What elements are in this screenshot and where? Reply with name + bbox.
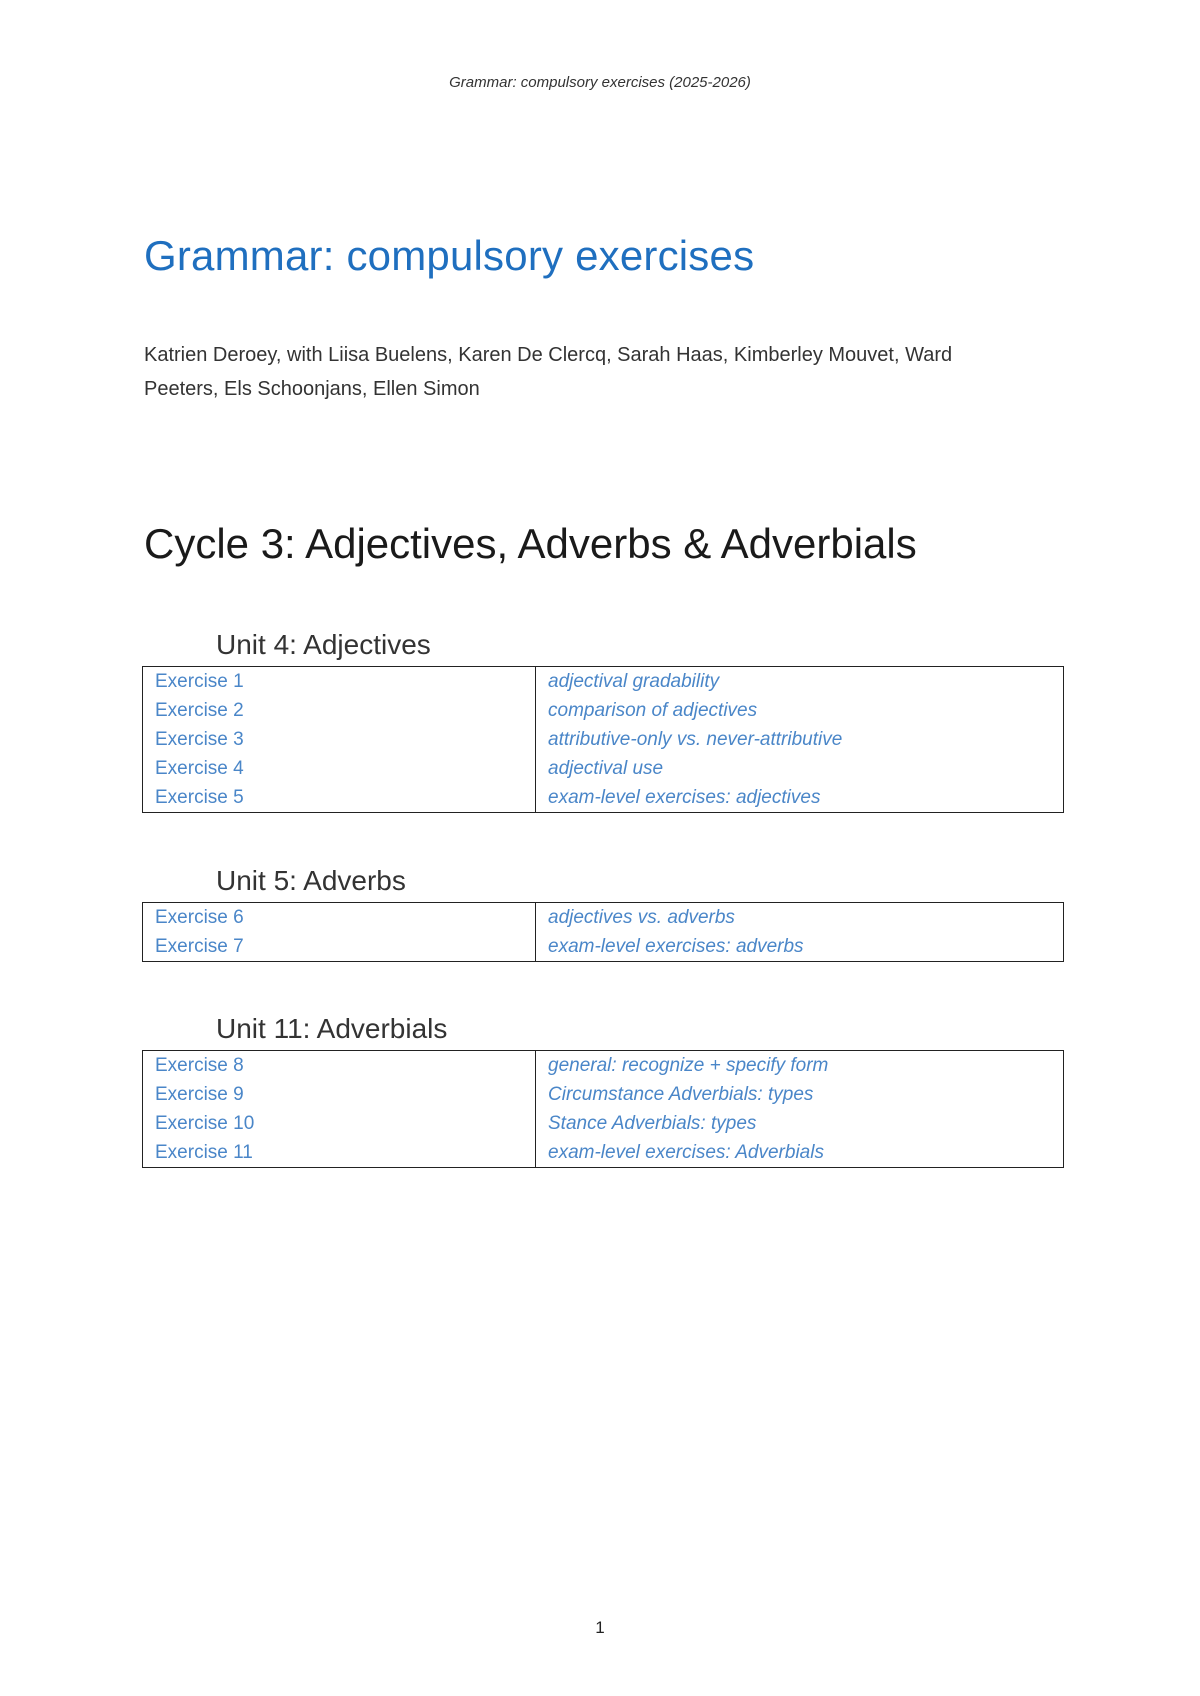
- exercise-link[interactable]: Exercise 4: [143, 754, 536, 783]
- table-row: [143, 783, 1064, 813]
- unit-heading: Unit 4: Adjectives: [216, 629, 431, 660]
- table-row: [143, 903, 1064, 933]
- exercise-topic[interactable]: exam-level exercises: adjectives: [548, 786, 821, 808]
- table-row: [143, 667, 1064, 697]
- exercise-link[interactable]: Exercise 3: [143, 725, 536, 754]
- table-row: [143, 754, 1064, 783]
- exercise-topic[interactable]: exam-level exercises: Adverbials: [548, 1141, 824, 1163]
- document-title: Grammar: compulsory exercises: [144, 232, 755, 279]
- author-list: Katrien Deroey, with Liisa Buelens, Karen De Clercq, Sarah Haas, Kimberley Mouvet, Ward Peeters, Els Schoonjans, Ellen Simon: [144, 344, 953, 400]
- exercise-topic[interactable]: adjectives vs. adverbs: [548, 906, 735, 928]
- exercise-table: [142, 902, 1064, 962]
- exercise-topic[interactable]: adjectival gradability: [548, 670, 720, 692]
- page-number: 1: [595, 1618, 605, 1637]
- exercise-table: [142, 1050, 1064, 1168]
- exercise-link[interactable]: Exercise 6: [143, 903, 536, 933]
- unit-4-section: [142, 628, 1064, 813]
- exercise-link[interactable]: Exercise 5: [143, 783, 536, 813]
- table-row: [143, 1138, 1064, 1168]
- unit-5-section: [142, 864, 1064, 962]
- unit-11-section: [142, 1012, 1064, 1168]
- table-row: [143, 725, 1064, 754]
- exercise-topic[interactable]: adjectival use: [548, 757, 664, 779]
- table-row: [143, 1051, 1064, 1081]
- exercise-topic[interactable]: Circumstance Adverbials: types: [548, 1083, 814, 1105]
- exercise-topic[interactable]: general: recognize + specify form: [548, 1054, 829, 1076]
- unit-heading: Unit 5: Adverbs: [216, 865, 406, 896]
- running-header: Grammar: compulsory exercises (2025-2026): [449, 74, 751, 91]
- exercise-table: [142, 666, 1064, 813]
- exercise-link[interactable]: Exercise 8: [143, 1051, 536, 1081]
- exercise-link[interactable]: Exercise 1: [143, 667, 536, 697]
- cycle-title: Cycle 3: Adjectives, Adverbs & Adverbials: [144, 520, 917, 567]
- table-row: [143, 1080, 1064, 1109]
- table-row: [143, 932, 1064, 962]
- table-row: [143, 1109, 1064, 1138]
- table-row: [143, 696, 1064, 725]
- exercise-topic[interactable]: exam-level exercises: adverbs: [548, 935, 804, 957]
- exercise-link[interactable]: Exercise 10: [143, 1109, 536, 1138]
- exercise-link[interactable]: Exercise 2: [143, 696, 536, 725]
- exercise-topic[interactable]: Stance Adverbials: types: [548, 1112, 757, 1134]
- exercise-topic[interactable]: attributive-only vs. never-attributive: [548, 728, 843, 750]
- exercise-link[interactable]: Exercise 9: [143, 1080, 536, 1109]
- exercise-link[interactable]: Exercise 7: [143, 932, 536, 962]
- unit-heading: Unit 11: Adverbials: [216, 1013, 448, 1044]
- exercise-link[interactable]: Exercise 11: [143, 1138, 536, 1168]
- exercise-topic[interactable]: comparison of adjectives: [548, 699, 758, 721]
